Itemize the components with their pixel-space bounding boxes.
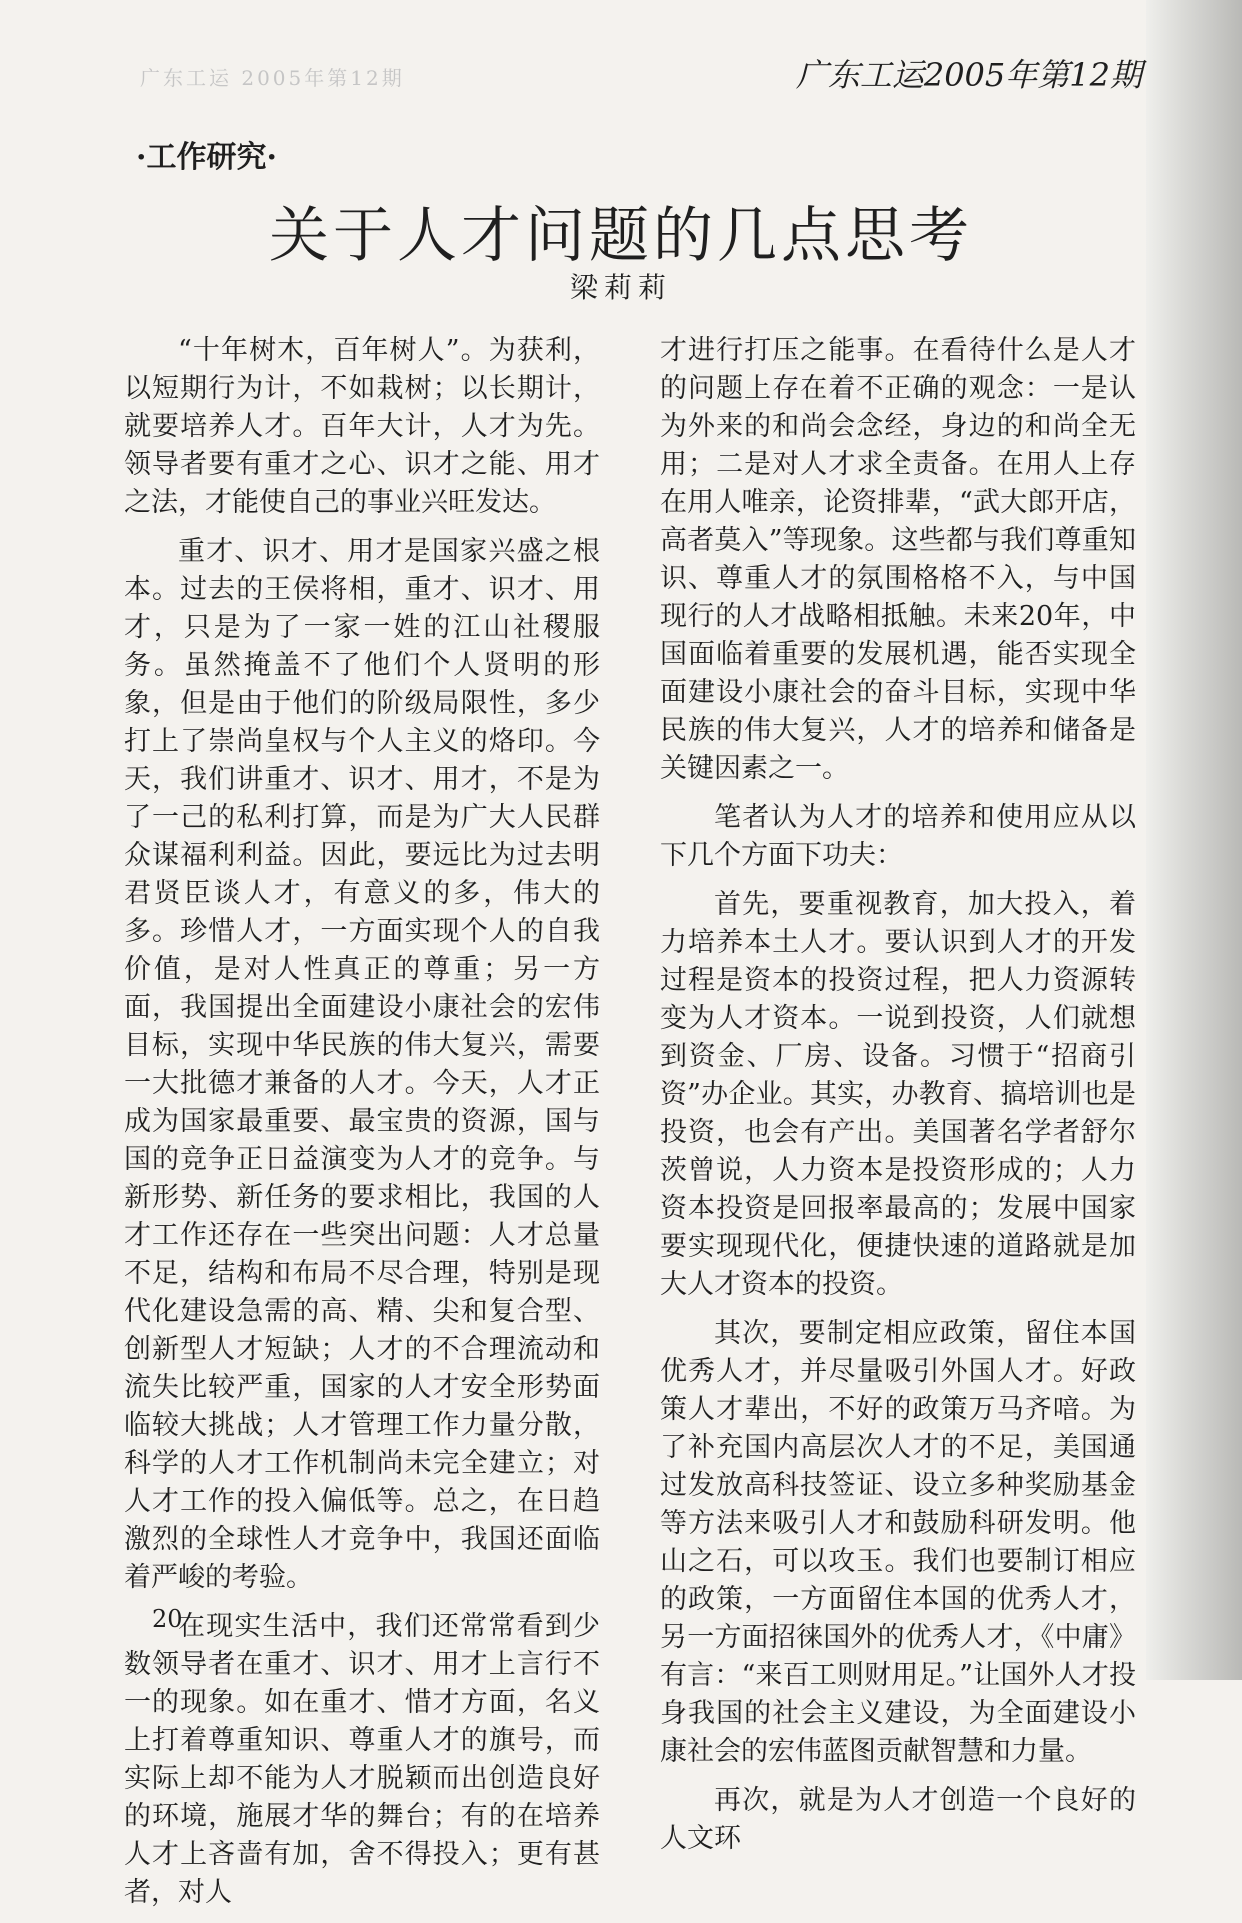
paragraph: 笔者认为人才的培养和使用应从以下几个方面下功夫： (660, 802, 1136, 871)
section-label: ·工作研究· (136, 140, 277, 175)
left-column (124, 332, 600, 1923)
journal-header: 广东工运2005年第12期 (795, 56, 1142, 94)
article-author: 梁莉莉 (569, 271, 672, 304)
article-title: 关于人才问题的几点思考 (269, 201, 973, 271)
paragraph: 在现实生活中，我们还常常看到少数领导者在重才、识才、用才上言行不一的现象。如在重才、惜才方面，名义上打着尊重知识、尊重人才的旗号，而实际上却不能为人才脱颖而出创造良好的环境，施展才华的舞台；有的在培养人才上吝啬有加，舍不得投入；更有甚者，对人 (124, 1611, 600, 1908)
paragraph: “十年树木，百年树人”。为获利，以短期行为计，不如栽树；以长期计，就要培养人才。百年大计，人才为先。领导者要有重才之心、识才之能、用才之法，才能使自己的事业兴旺发达。 (124, 335, 600, 518)
right-column (660, 332, 1136, 1869)
paragraph: 首先，要重视教育，加大投入，着力培养本土人才。要认识到人才的开发过程是资本的投资过程，把人力资源转变为人才资本。一说到投资，人们就想到资金、厂房、设备。习惯于“招商引资”办企业。其实，办教育、搞培训也是投资，也会有产出。美国著名学者舒尔茨曾说，人力资本是投资形成的；人力资本投资是回报率最高的；发展中国家要实现现代化，便捷快速的道路就是加大人才资本的投资。 (660, 889, 1136, 1300)
paragraph: 其次，要制定相应政策，留住本国优秀人才，并尽量吸引外国人才。好政策人才辈出，不好的政策万马齐喑。为了补充国内高层次人才的不足，美国通过发放高科技签证、设立多种奖励基金等方法来吸引人才和鼓励科研发明。他山之石，可以攻玉。我们也要制订相应的政策，一方面留住本国的优秀人才，另一方面招徕国外的优秀人才，《中庸》有言：“来百工则财用足。”让国外人才投身我国的社会主义建设，为全面建设小康社会的宏伟蓝图贡献智慧和力量。 (660, 1318, 1136, 1767)
paragraph: 再次，就是为人才创造一个良好的人文环 (660, 1785, 1136, 1854)
paragraph: 重才、识才、用才是国家兴盛之根本。过去的王侯将相，重才、识才、用才，只是为了一家一姓的江山社稷服务。虽然掩盖不了他们个人贤明的形象，但是由于他们的阶级局限性，多少打上了崇尚皇权与个人主义的烙印。今天，我们讲重才、识才、用才，不是为了一己的私利打算，而是为广大人民群众谋福利利益。因此，要远比为过去明君贤臣谈人才，有意义的多，伟大的多。珍惜人才，一方面实现个人的自我价值，是对人性真正的尊重；另一方面，我国提出全面建设小康社会的宏伟目标，实现中华民族的伟大复兴，需要一大批德才兼备的人才。今天，人才正成为国家最重要、最宝贵的资源，国与国的竞争正日益演变为人才的竞争。与新形势、新任务的要求相比，我国的人才工作还存在一些突出问题：人才总量不足，结构和布局不尽合理，特别是现代化建设急需的高、精、尖和复合型、创新型人才短缺；人才的不合理流动和流失比较严重，国家的人才安全形势面临较大挑战；人才管理工作力量分散，科学的人才工作机制尚未完全建立；对人才工作的投入偏低等。总之，在日趋激烈的全球性人才竞争中，我国还面临着严峻的考验。 (124, 536, 600, 1593)
page-number: 20 (152, 1605, 183, 1633)
bleed-through-text: 广东工运 2005年第12期 (140, 66, 405, 90)
paragraph: 才进行打压之能事。在看待什么是人才的问题上存在着不正确的观念：一是认为外来的和尚会念经，身边的和尚全无用；二是对人才求全责备。在用人上存在用人唯亲，论资排辈，“武大郎开店，高者莫入”等现象。这些都与我们尊重知识、尊重人才的氛围格格不入，与中国现行的人才战略相抵触。未来20年，中国面临着重要的发展机遇，能否实现全面建设小康社会的奋斗目标，实现中华民族的伟大复兴，人才的培养和储备是关键因素之一。 (660, 335, 1136, 784)
